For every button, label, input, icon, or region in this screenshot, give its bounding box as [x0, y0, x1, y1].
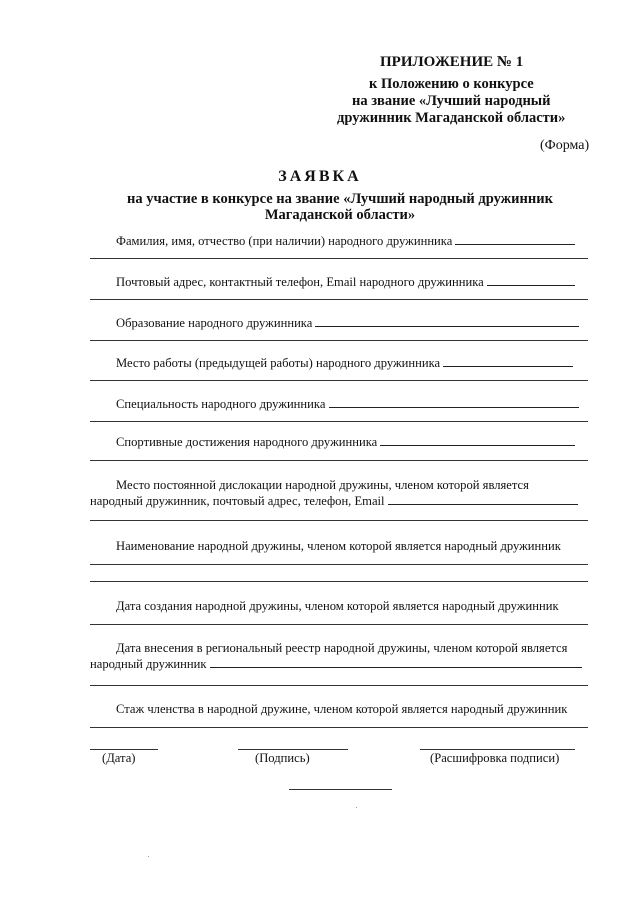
field-education-extra-line[interactable]	[90, 340, 588, 341]
decoding-label: (Расшифровка подписи)	[430, 751, 560, 765]
field-created-label: Дата создания народной дружины, членом которой является народный дружинник	[116, 599, 559, 613]
field-education-label: Образование народного дружинника	[116, 316, 313, 330]
field-sport-extra-line[interactable]	[90, 460, 588, 461]
field-fio-label: Фамилия, имя, отчество (при наличии) народного дружинника	[116, 234, 453, 248]
field-sport	[90, 434, 592, 450]
field-name-line-2[interactable]	[90, 581, 588, 582]
field-specialty	[90, 396, 592, 412]
field-registry-label-line-2: народный дружинник	[90, 657, 207, 671]
field-location-extra-line[interactable]	[90, 520, 588, 521]
field-registry-label-line-1: Дата внесения в региональный реестр народной дружины, членом которой является	[116, 641, 568, 655]
appendix-reference-line-3: дружинник Магаданской области»	[337, 110, 566, 126]
scan-speck	[148, 856, 149, 857]
field-tenure	[90, 701, 592, 717]
field-work-blank[interactable]	[443, 355, 573, 367]
field-address-extra-line[interactable]	[90, 299, 588, 300]
field-name	[90, 538, 592, 554]
scan-speck	[356, 807, 357, 808]
signature-label: (Подпись)	[255, 751, 310, 765]
date-line[interactable]	[90, 749, 158, 750]
subtitle-line-1: на участие в конкурсе на звание «Лучший народный дружинник	[127, 191, 553, 207]
field-address-blank[interactable]	[487, 274, 575, 286]
field-location-blank[interactable]	[388, 493, 578, 505]
field-education-blank[interactable]	[315, 315, 579, 327]
field-location-label-line-1: Место постоянной дислокации народной дружины, членом которой является	[116, 478, 529, 492]
field-specialty-blank[interactable]	[329, 396, 579, 408]
subtitle-line-2: Магаданской области»	[264, 207, 416, 223]
field-sport-blank[interactable]	[380, 434, 575, 446]
field-registry	[90, 640, 592, 672]
field-education	[90, 315, 592, 331]
appendix-reference-line-1: к Положению о конкурсе	[369, 76, 534, 92]
field-fio	[90, 233, 592, 249]
date-label: (Дата)	[102, 751, 136, 765]
field-address	[90, 274, 592, 290]
field-tenure-label: Стаж членства в народной дружине, членом которой является народный дружинник	[116, 702, 568, 716]
signature-line[interactable]	[238, 749, 348, 750]
closing-divider	[289, 789, 392, 790]
field-created-line[interactable]	[90, 624, 588, 625]
field-fio-extra-line[interactable]	[90, 258, 588, 259]
field-name-line-1[interactable]	[90, 564, 588, 565]
field-specialty-extra-line[interactable]	[90, 421, 588, 422]
field-address-label: Почтовый адрес, контактный телефон, Email народного дружинника	[116, 275, 484, 289]
appendix-number: ПРИЛОЖЕНИЕ № 1	[380, 54, 524, 70]
field-location	[90, 477, 592, 509]
field-work-extra-line[interactable]	[90, 380, 588, 381]
field-created	[90, 598, 592, 614]
field-sport-label: Спортивные достижения народного дружинника	[116, 435, 378, 449]
field-registry-extra-line[interactable]	[90, 685, 588, 686]
decoding-line[interactable]	[420, 749, 575, 750]
appendix-reference-line-2: на звание «Лучший народный	[352, 93, 551, 109]
field-fio-blank[interactable]	[455, 233, 575, 245]
field-location-label-line-2: народный дружинник, почтовый адрес, телефон, Email	[90, 494, 385, 508]
field-registry-blank[interactable]	[210, 656, 582, 668]
field-work-label: Место работы (предыдущей работы) народного дружинника	[116, 356, 441, 370]
field-specialty-label: Специальность народного дружинника	[116, 397, 326, 411]
field-tenure-line[interactable]	[90, 727, 588, 728]
document-title: ЗАЯВКА	[278, 168, 362, 185]
field-name-label: Наименование народной дружины, членом которой является народный дружинник	[116, 539, 561, 553]
form-mark: (Форма)	[540, 138, 590, 153]
document-subtitle	[90, 191, 590, 223]
field-work	[90, 355, 592, 371]
